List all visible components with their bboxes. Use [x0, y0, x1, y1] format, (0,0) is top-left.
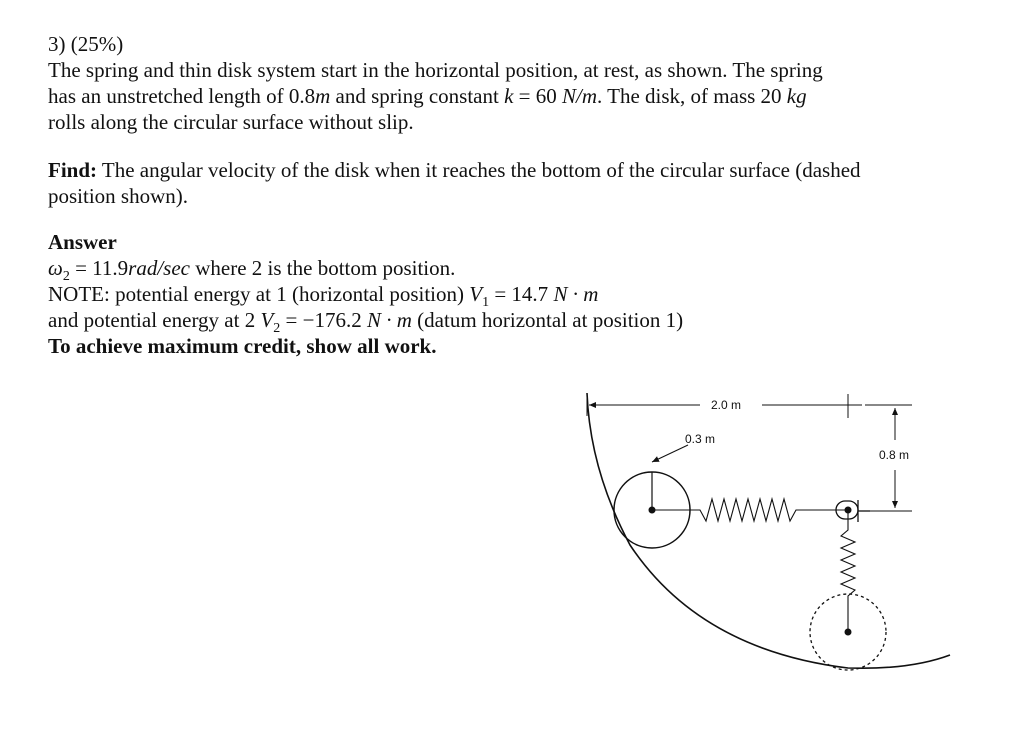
omega-rest: where 2 is the bottom position.	[189, 256, 456, 280]
spring-vertical	[841, 510, 855, 632]
note-value: = 14.7	[489, 282, 554, 306]
statement-text: and spring constant	[330, 84, 505, 108]
unit-kg: kg	[786, 84, 807, 108]
omega-symbol: ω	[48, 256, 63, 280]
pe2-unit: N · m	[366, 308, 412, 332]
statement-line-1: The spring and thin disk system start in the horizontal position, at rest, as shown. The spring	[48, 58, 823, 82]
note-text: NOTE: potential energy at 1 (horizontal position)	[48, 282, 470, 306]
statement-text: . The disk, of mass 20	[597, 84, 787, 108]
statement-text: has an unstretched length of 0.8	[48, 84, 316, 108]
unit-m: m	[315, 84, 331, 108]
dim-label-height: 0.8 m	[879, 448, 910, 462]
pe2-rest: (datum horizontal at position 1)	[411, 308, 684, 332]
v1-symbol: V	[469, 282, 483, 306]
disk-center-2	[845, 629, 852, 636]
spring-horizontal	[652, 499, 845, 521]
unit-n-per-m: N/m	[562, 84, 598, 108]
statement-line-3: rolls along the circular surface without slip.	[48, 110, 414, 134]
answer-heading: Answer	[48, 230, 117, 254]
note-unit: N · m	[553, 282, 599, 306]
omega-sub: 2	[62, 269, 70, 285]
symbol-k: k	[504, 84, 514, 108]
statement-text: = 60	[513, 84, 562, 108]
final-instruction: To achieve maximum credit, show all work.	[48, 334, 437, 358]
circular-surface	[587, 393, 950, 668]
pe2-value: = −176.2	[280, 308, 367, 332]
dim-label-width: 2.0 m	[711, 398, 742, 412]
problem-header: 3) (25%)	[48, 32, 124, 56]
v2-sub: 2	[273, 321, 281, 337]
dim-label-radius: 0.3 m	[685, 432, 716, 446]
omega-unit: rad/sec	[128, 256, 190, 280]
omega-value: = 11.9	[69, 256, 129, 280]
radius-leader	[652, 445, 688, 462]
find-text: The angular velocity of the disk when it reaches the bottom of the circular surface (dashed	[97, 158, 861, 182]
find-line-2: position shown).	[48, 184, 189, 208]
pe2-text: and potential energy at 2	[48, 308, 261, 332]
v1-sub: 1	[482, 295, 490, 311]
find-label: Find:	[48, 158, 98, 182]
v2-symbol: V	[260, 308, 274, 332]
